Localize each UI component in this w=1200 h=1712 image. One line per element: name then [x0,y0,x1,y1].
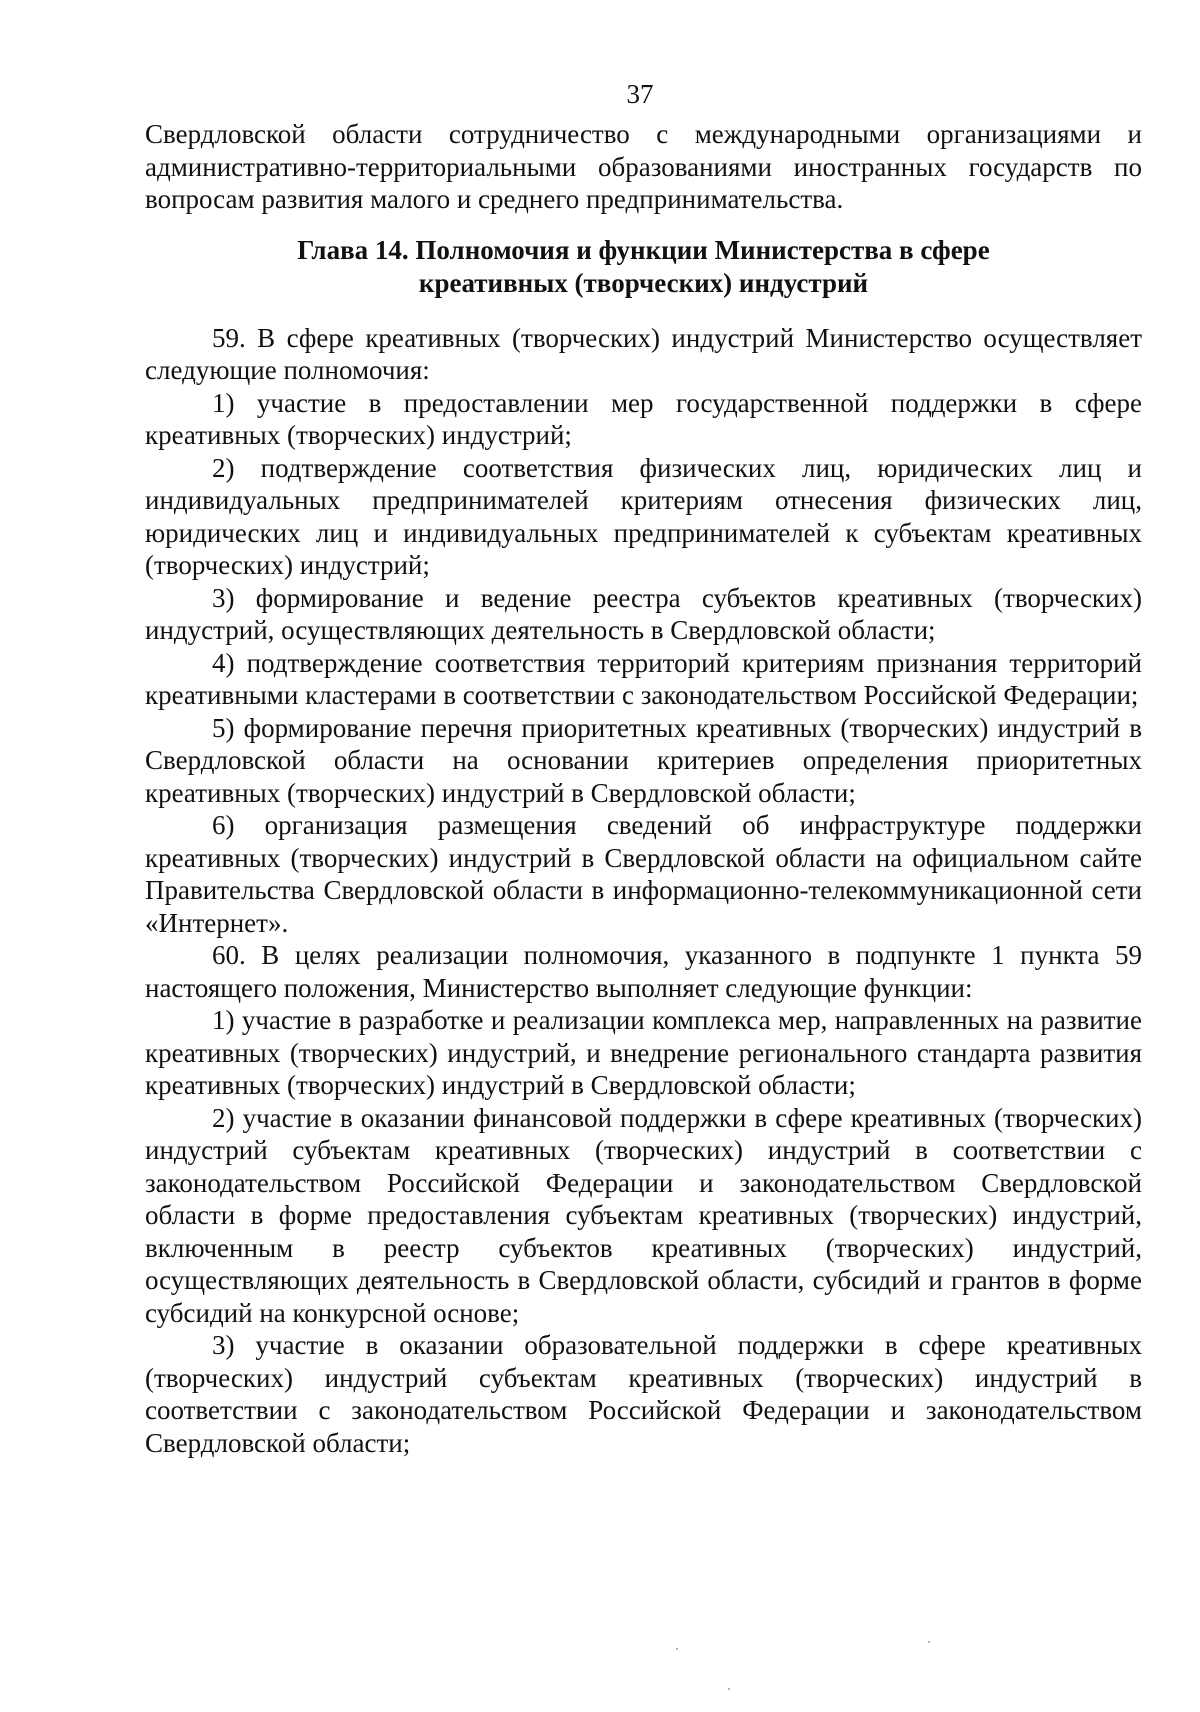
scan-speck [676,1648,678,1650]
paragraph-60: 60. В целях реализации полномочия, указанного в подпункте 1 пункта 59 настоящего положения, Министерство выполняет следующие функции: [145,940,1142,1003]
paragraph-59-item-5: 5) формирование перечня приоритетных креативных (творческих) индустрий в Свердловской области на основании критериев определения приоритетных креативных (творческих) индустрий в Свердловской области; [145,712,1142,808]
chapter-heading [185,234,1102,300]
paragraph-59-item-3: 3) формирование и ведение реестра субъектов креативных (творческих) индустрий, осуществляющих деятельность в Свердловской области; [145,582,1142,645]
paragraph-59-item-1: 1) участие в предоставлении мер государственной поддержки в сфере креативных (творческих) индустрий; [145,387,1142,450]
paragraph-60-item-1: 1) участие в разработке и реализации комплекса мер, направленных на развитие креативных (творческих) индустрий, и внедрение регионального стандарта развития креативных (творческих) индустрий в Свердловской области; [145,1005,1142,1100]
chapter-heading-line-1: Глава 14. Полномочия и функции Министерства в сфере [297,234,990,265]
paragraph-59-item-6: 6) организация размещения сведений об инфраструктуре поддержки креативных (творческих) индустрий в Свердловской области на официальном сайте Правительства Свердловской области в информационно-телекоммуникационной сети «Интернет». [145,810,1142,938]
page-number: 37 [626,79,654,109]
intro-paragraph: Свердловской области сотрудничество с международными организациями и административно-территориальными образованиями иностранных государств по вопросам развития малого и среднего предпринимательства. [145,119,1142,214]
scan-speck [728,1688,730,1690]
scan-speck [928,1641,930,1643]
paragraph-59-item-2: 2) подтверждение соответствия физических лиц, юридических лиц и индивидуальных предпринимателей критериям отнесения физических лиц, юридических лиц и индивидуальных предпринимателей к субъектам креативных (творческих) индустрий; [145,452,1142,580]
document-body [145,118,1142,1459]
paragraph-60-item-2: 2) участие в оказании финансовой поддержки в сфере креативных (творческих) индустрий субъектам креативных (творческих) индустрий в соответствии с законодательством Российской Федерации и законодательством Свердловской области в форме предоставления субъектам креативных (творческих) индустрий, включенным в реестр субъектов креативных (творческих) индустрий, осуществляющих деятельность в Свердловской области, субсидий и грантов в форме субсидий на конкурсной основе; [145,1102,1142,1328]
chapter-heading-line-2: креативных (творческих) индустрий [418,267,869,298]
paragraph-60-item-3: 3) участие в оказании образовательной поддержки в сфере креативных (творческих) индустрий субъектам креативных (творческих) индустрий в соответствии с законодательством Российской Федерации и законодательством Свердловской области; [145,1330,1142,1458]
paragraph-59-item-4: 4) подтверждение соответствия территорий критериям признания территорий креативными кластерами в соответствии с законодательством Российской Федерации; [145,647,1142,710]
paragraph-59: 59. В сфере креативных (творческих) индустрий Министерство осуществляет следующие полномочия: [145,322,1142,385]
